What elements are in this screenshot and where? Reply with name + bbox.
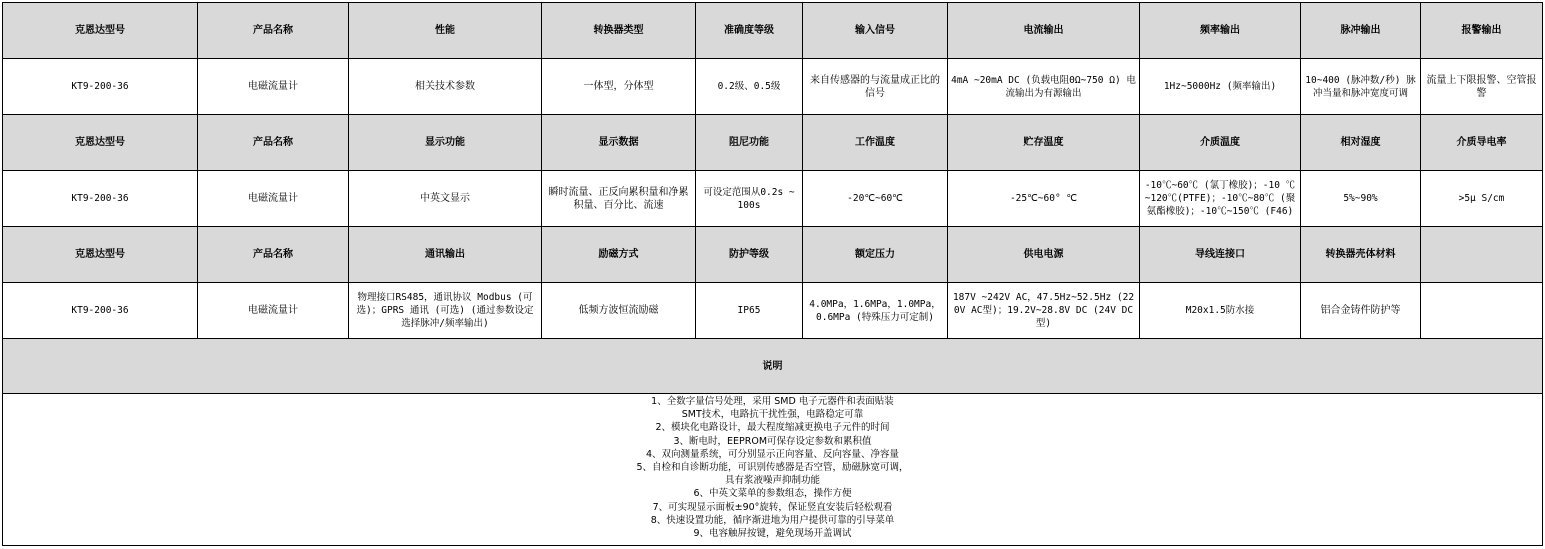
data-cell: -25℃~60° ℃ (948, 171, 1140, 227)
header-row-3 (3, 227, 1543, 283)
spec-table (2, 2, 1543, 546)
data-cell: 来自传感器的与流量成正比的信号 (803, 59, 948, 115)
header-cell: 产品名称 (198, 115, 349, 171)
header-cell: 电流输出 (948, 3, 1140, 59)
notes-body (3, 394, 1543, 546)
note-line: 7、可实现显示面板±90°旋转，保证竖直安装后轻松观看 (652, 501, 893, 513)
header-cell: 克恩达型号 (3, 115, 198, 171)
data-cell: IP65 (696, 283, 803, 339)
note-line: 4、双向测量系统，可分别显示正向容量、反向容量、净容量 (645, 448, 900, 460)
data-cell: 0.2级、0.5级 (696, 59, 803, 115)
data-cell: 10~400 (脉冲数/秒) 脉冲当量和脉冲宽度可调 (1301, 59, 1421, 115)
note-line: 2、模块化电路设计，最大程度缩减更换电子元件的时间 (655, 422, 890, 434)
note-line: 1、全数字量信号处理，采用 SMD 电子元器件和表面贴装 (651, 396, 894, 407)
note-line: 具有浆液噪声抑制功能 (724, 475, 820, 487)
data-cell: 4.0MPa，1.6MPa，1.0MPa， 0.6MPa (特殊压力可定制) (803, 283, 948, 339)
data-cell: KT9-200-36 (3, 171, 198, 227)
data-cell: 物理接口RS485，通讯协议 Modbus (可选)；GPRS 通讯 (可选) (通过参数设定选择脉冲/频率输出) (349, 283, 542, 339)
data-cell: 电磁流量计 (198, 171, 349, 227)
data-cell: 电磁流量计 (198, 283, 349, 339)
note-line: 9、电容触屏按键，避免现场开盖调试 (693, 528, 852, 540)
header-cell: 防护等级 (696, 227, 803, 283)
header-cell: 准确度等级 (696, 3, 803, 59)
data-cell: -20℃~60℃ (803, 171, 948, 227)
data-cell: 4mA ~20mA DC (负载电阻0Ω~750 Ω) 电流输出为有源输出 (948, 59, 1140, 115)
data-cell: 1Hz~5000Hz (频率输出) (1140, 59, 1301, 115)
data-cell: 电磁流量计 (198, 59, 349, 115)
data-cell: 相关技术参数 (349, 59, 542, 115)
header-cell: 额定压力 (803, 227, 948, 283)
header-row-2 (3, 115, 1543, 171)
data-cell: M20x1.5防水接 (1140, 283, 1301, 339)
header-cell: 相对湿度 (1301, 115, 1421, 171)
header-cell (1421, 227, 1543, 283)
data-cell: 5%~90% (1301, 171, 1421, 227)
data-row-2 (3, 171, 1543, 227)
header-cell: 输入信号 (803, 3, 948, 59)
header-cell: 励磁方式 (542, 227, 696, 283)
notes-body-row (3, 394, 1543, 546)
data-cell: KT9-200-36 (3, 283, 198, 339)
header-cell: 性能 (349, 3, 542, 59)
note-line: 3、断电时，EEPROM可保存设定参数和累积值 (673, 435, 872, 447)
data-cell: 中英文显示 (349, 171, 542, 227)
header-cell: 通讯输出 (349, 227, 542, 283)
header-cell: 介质导电率 (1421, 115, 1543, 171)
header-cell: 导线连接口 (1140, 227, 1301, 283)
header-cell: 介质温度 (1140, 115, 1301, 171)
data-cell: 铝合金铸件防护等 (1301, 283, 1421, 339)
data-cell (1421, 283, 1543, 339)
header-cell: 频率输出 (1140, 3, 1301, 59)
header-cell: 显示功能 (349, 115, 542, 171)
notes-title: 说明 (3, 339, 1543, 394)
header-cell: 转换器类型 (542, 3, 696, 59)
note-line: 5、自检和自诊断功能，可识别传感器是否空管，励磁脉宽可调， (636, 462, 909, 474)
data-cell: 一体型，分体型 (542, 59, 696, 115)
data-cell: 187V ~242V AC，47.5Hz~52.5Hz (220V AC型)；19.2V~28.8V DC (24V DC 型) (948, 283, 1140, 339)
data-cell: -10℃~60℃ (氯丁橡胶)；-10 ℃~120℃(PTFE)；-10℃~80℃ (聚氨酯橡胶)；-10℃~150℃ (F46) (1140, 171, 1301, 227)
header-row-1 (3, 3, 1543, 59)
data-cell: 流量上下限报警、空管报警 (1421, 59, 1543, 115)
note-line: 8、快速设置功能，循序渐进地为用户提供可靠的引导菜单 (650, 514, 895, 526)
data-cell: 瞬时流量、正反向累积量和净累积量、百分比、流速 (542, 171, 696, 227)
header-cell: 产品名称 (198, 227, 349, 283)
notes-header-row (3, 339, 1543, 394)
header-cell: 克恩达型号 (3, 227, 198, 283)
header-cell: 报警输出 (1421, 3, 1543, 59)
data-cell: KT9-200-36 (3, 59, 198, 115)
data-row-3 (3, 283, 1543, 339)
note-line: SMT技术，电路抗干扰性强，电路稳定可靠 (681, 409, 864, 421)
data-cell: 可设定范围从0.2s ~ 100s (696, 171, 803, 227)
header-cell: 供电电源 (948, 227, 1140, 283)
data-row-1 (3, 59, 1543, 115)
header-cell: 显示数据 (542, 115, 696, 171)
header-cell: 克恩达型号 (3, 3, 198, 59)
header-cell: 工作温度 (803, 115, 948, 171)
header-cell: 贮存温度 (948, 115, 1140, 171)
header-cell: 转换器壳体材料 (1301, 227, 1421, 283)
data-cell: 低频方波恒流励磁 (542, 283, 696, 339)
header-cell: 脉冲输出 (1301, 3, 1421, 59)
note-line: 6、中英文菜单的参数组态，操作方便 (693, 488, 852, 500)
data-cell: >5μ S/cm (1421, 171, 1543, 227)
header-cell: 阻尼功能 (696, 115, 803, 171)
header-cell: 产品名称 (198, 3, 349, 59)
